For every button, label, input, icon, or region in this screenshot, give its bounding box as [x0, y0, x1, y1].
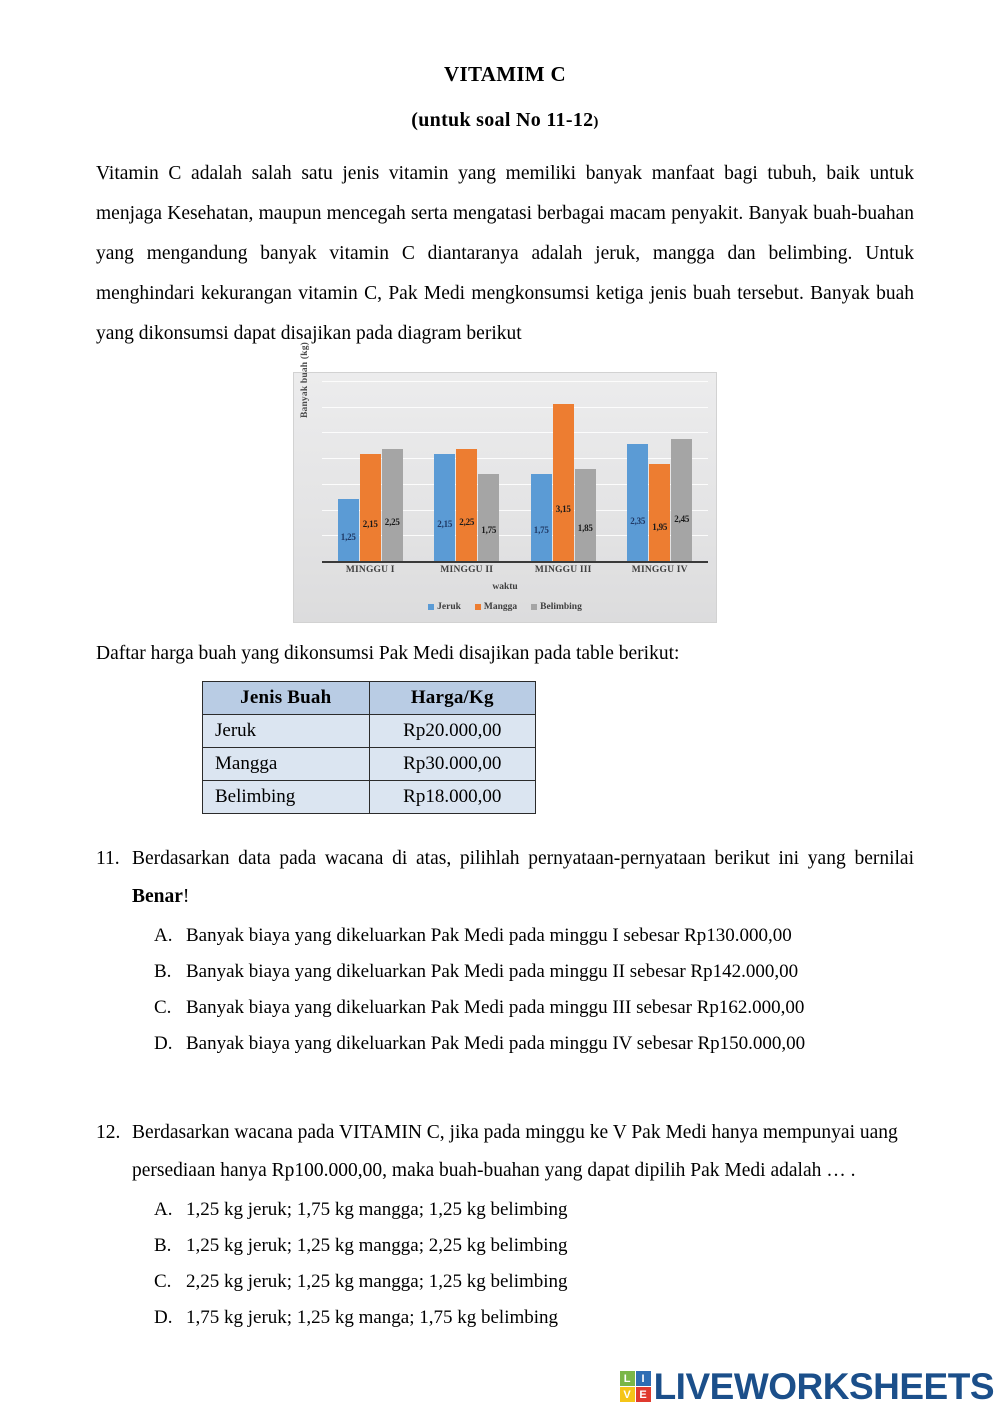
page-subtitle-paren: ) — [593, 114, 599, 130]
option-letter: D. — [154, 1307, 173, 1328]
option-letter: C. — [154, 997, 172, 1018]
table-cell-fruit: Jeruk — [203, 715, 370, 748]
option-a[interactable] — [154, 918, 914, 954]
chart-bar-mangga — [649, 464, 670, 562]
chart-plot-area — [322, 381, 708, 561]
chart-bar-value-label: 1,75 — [533, 524, 549, 535]
chart-bar-jeruk — [338, 499, 359, 562]
option-text: Banyak biaya yang dikeluarkan Pak Medi pada minggu IV sebesar Rp150.000,00 — [186, 1033, 806, 1054]
question-12 — [96, 1114, 914, 1336]
question-11-text-before: Berdasarkan data pada wacana di atas, pilihlah pernyataan-pernyataan berikut ini yang bernilai — [132, 848, 914, 869]
chart-legend-item — [531, 602, 582, 612]
chart-group — [322, 381, 419, 561]
chart-bar-value-label: 2,25 — [459, 517, 475, 528]
table-row — [203, 781, 536, 814]
table-row — [203, 715, 536, 748]
option-letter: A. — [154, 1199, 173, 1220]
chart-bar-value-label: 1,85 — [577, 523, 593, 534]
liveworksheets-logo[interactable] — [620, 1368, 994, 1405]
option-text: 1,25 kg jeruk; 1,75 kg mangga; 1,25 kg belimbing — [186, 1199, 568, 1220]
chart-bar-mangga — [553, 404, 574, 562]
chart-bar-value-label: 1,75 — [481, 524, 497, 535]
price-table-container — [96, 681, 914, 814]
question-11-bold-word: Benar — [132, 886, 183, 907]
chart-group — [612, 381, 709, 561]
option-d[interactable] — [154, 1300, 914, 1336]
question-spacer — [96, 1062, 914, 1088]
price-table — [202, 681, 536, 814]
chart-category-labels — [322, 565, 708, 575]
question-11 — [96, 840, 914, 1062]
chart-bar-value-label: 2,45 — [674, 514, 690, 525]
page-subtitle — [96, 109, 914, 132]
chart-bar-jeruk — [434, 454, 455, 562]
table-row — [203, 748, 536, 781]
option-text: 1,75 kg jeruk; 1,25 kg manga; 1,75 kg belimbing — [186, 1307, 559, 1328]
chart-legend-item — [428, 602, 461, 612]
logo-tile-v: V — [620, 1387, 635, 1402]
chart-bar-belimbing — [478, 474, 499, 562]
question-11-text-after: ! — [182, 886, 190, 907]
column-header-price: Harga/Kg — [369, 682, 536, 715]
chart-bar-value-label: 3,15 — [555, 503, 571, 514]
chart-bar-value-label: 1,25 — [340, 532, 356, 543]
chart-category-label: MINGGU II — [440, 565, 494, 575]
legend-swatch-jeruk — [428, 604, 434, 610]
page-title: VITAMIM C — [444, 62, 566, 86]
logo-tiles — [620, 1371, 651, 1402]
chart-bar-value-label: 2,15 — [362, 518, 378, 529]
option-a[interactable] — [154, 1192, 914, 1228]
worksheet-content — [96, 62, 914, 1336]
table-cell-fruit: Belimbing — [203, 781, 370, 814]
chart-bar-value-label: 2,25 — [384, 517, 400, 528]
chart-x-axis-line — [322, 561, 708, 563]
logo-wordmark: LIVEWORKSHEETS — [653, 1366, 994, 1407]
table-intro-text: Daftar harga buah yang dikonsumsi Pak Medi disajikan pada table berikut: — [96, 643, 680, 664]
logo-tile-i: I — [636, 1371, 651, 1386]
legend-label: Jeruk — [437, 602, 461, 612]
bar-chart — [293, 341, 717, 623]
chart-y-axis-label: Banyak buah (kg) — [300, 341, 310, 419]
chart-bar-value-label: 2,35 — [630, 515, 646, 526]
chart-legend-item — [475, 602, 517, 612]
question-12-text — [96, 1114, 914, 1190]
option-letter: C. — [154, 1271, 172, 1292]
column-header-fruit: Jenis Buah — [203, 682, 370, 715]
option-text: Banyak biaya yang dikeluarkan Pak Medi pada minggu I sebesar Rp130.000,00 — [186, 925, 792, 946]
option-b[interactable] — [154, 1228, 914, 1264]
legend-label: Belimbing — [540, 602, 582, 612]
option-letter: D. — [154, 1033, 173, 1054]
question-12-options — [96, 1192, 914, 1336]
option-b[interactable] — [154, 954, 914, 990]
question-11-options — [96, 918, 914, 1062]
chart-category-label: MINGGU IV — [631, 565, 688, 575]
question-11-text — [96, 840, 914, 916]
chart-group — [419, 381, 516, 561]
table-cell-price: Rp30.000,00 — [369, 748, 536, 781]
option-letter: A. — [154, 925, 173, 946]
legend-label: Mangga — [483, 602, 518, 612]
option-c[interactable] — [154, 1264, 914, 1300]
chart-bar-mangga — [360, 454, 381, 562]
option-c[interactable] — [154, 990, 914, 1026]
chart-x-axis-label: waktu — [492, 582, 518, 592]
chart-bar-jeruk — [531, 474, 552, 562]
price-table-body — [203, 715, 536, 814]
chart-bar-belimbing — [382, 449, 403, 562]
chart-bar-groups — [322, 381, 708, 561]
question-12-number: 12. — [96, 1122, 121, 1143]
chart-bar-value-label: 2,15 — [437, 518, 453, 529]
intro-paragraph: Vitamin C adalah salah satu jenis vitamin yang memiliki banyak manfaat bagi tubuh, baik untuk menjaga Kesehatan, maupun mencegah serta mengatasi berbagai macam penyakit. Banyak buah-buahan yang mengandung banyak vitamin C diantaranya adalah jeruk, mangga dan belimbing. Untuk menghindari kekurangan vitamin C, Pak Medi mengkonsumsi ketiga jenis buah tersebut. Banyak buah yang dikonsumsi dapat disajikan pada diagram berikut — [96, 163, 914, 344]
legend-swatch-belimbing — [531, 604, 537, 610]
question-11-number: 11. — [96, 848, 120, 869]
chart-bar-jeruk — [627, 444, 648, 562]
chart-bar-belimbing — [671, 439, 692, 562]
chart-category-label: MINGGU I — [345, 565, 395, 575]
option-text: 1,25 kg jeruk; 1,25 kg mangga; 2,25 kg belimbing — [186, 1235, 568, 1256]
option-text: 2,25 kg jeruk; 1,25 kg mangga; 1,25 kg belimbing — [186, 1271, 568, 1292]
price-table-head — [203, 682, 536, 715]
option-text: Banyak biaya yang dikeluarkan Pak Medi pada minggu III sebesar Rp162.000,00 — [186, 997, 805, 1018]
chart-bar-mangga — [456, 449, 477, 562]
question-12-text-before: Berdasarkan wacana pada VITAMIN C, jika pada minggu ke V Pak Medi hanya mempunyai uang persediaan hanya Rp100.000,00, maka buah-buahan yang dapat dipilih Pak Medi adalah … . — [132, 1122, 898, 1181]
chart-inner — [294, 341, 716, 622]
chart-group — [515, 381, 612, 561]
page-subtitle-bold: (untuk soal No 11-12 — [411, 109, 594, 131]
logo-tile-l: L — [620, 1371, 635, 1386]
option-text: Banyak biaya yang dikeluarkan Pak Medi pada minggu II sebesar Rp142.000,00 — [186, 961, 799, 982]
chart-container — [96, 341, 914, 623]
chart-category-label: MINGGU III — [534, 565, 592, 575]
logo-tile-e: E — [636, 1387, 651, 1402]
table-header-row — [203, 682, 536, 715]
option-letter: B. — [154, 1235, 172, 1256]
option-d[interactable] — [154, 1026, 914, 1062]
table-cell-price: Rp20.000,00 — [369, 715, 536, 748]
chart-bar-value-label: 1,95 — [652, 521, 668, 532]
table-cell-fruit: Mangga — [203, 748, 370, 781]
table-cell-price: Rp18.000,00 — [369, 781, 536, 814]
chart-bar-belimbing — [575, 469, 596, 562]
legend-swatch-mangga — [475, 604, 481, 610]
chart-legend — [294, 602, 716, 612]
option-letter: B. — [154, 961, 172, 982]
